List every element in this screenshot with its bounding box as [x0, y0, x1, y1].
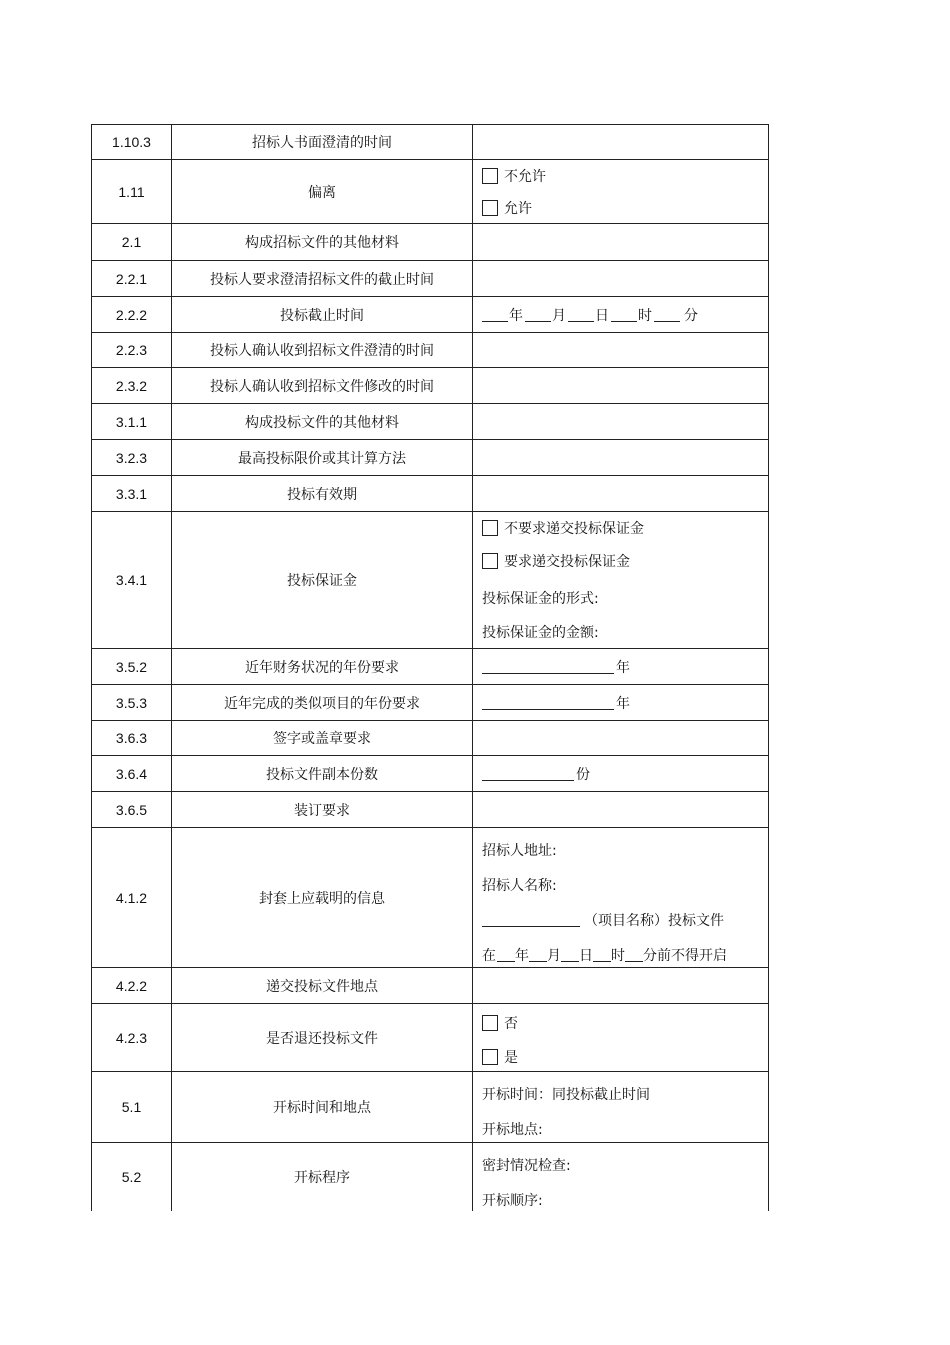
clause-number: 3.6.4	[92, 756, 172, 791]
clause-number: 3.5.3	[92, 685, 172, 720]
option-label: 允许	[504, 201, 532, 217]
clause-content	[473, 125, 768, 159]
clause-content	[473, 721, 768, 755]
table-row	[91, 755, 769, 791]
clause-content	[473, 333, 768, 367]
clause-content	[473, 476, 768, 511]
clause-content	[473, 1143, 768, 1211]
table-row	[91, 124, 769, 159]
clause-number: 1.11	[92, 160, 172, 223]
day-label: 日	[595, 307, 609, 324]
project-label: （项目名称）投标文件	[584, 913, 724, 929]
table-row	[91, 827, 769, 967]
clause-content	[473, 1004, 768, 1071]
table-row	[91, 1003, 769, 1071]
clause-item: 构成招标文件的其他材料	[172, 224, 473, 260]
clause-item: 招标人书面澄清的时间	[172, 125, 473, 159]
year-label: 年	[515, 948, 529, 964]
clause-number: 3.6.5	[92, 792, 172, 827]
clause-number: 3.3.1	[92, 476, 172, 511]
clause-item: 是否退还投标文件	[172, 1004, 473, 1071]
month-label: 月	[547, 948, 561, 964]
table-row	[91, 648, 769, 684]
option-no-deposit[interactable]	[482, 517, 644, 539]
clause-item: 投标人要求澄清招标文件的截止时间	[172, 261, 473, 296]
clause-item: 封套上应载明的信息	[172, 828, 473, 967]
clause-content	[473, 224, 768, 260]
checkbox-icon[interactable]	[482, 553, 498, 569]
checkbox-icon[interactable]	[482, 1015, 498, 1031]
clause-number: 4.1.2	[92, 828, 172, 967]
table-row	[91, 511, 769, 648]
clause-content	[473, 368, 768, 403]
table-row	[91, 332, 769, 367]
blank-hour[interactable]	[593, 948, 611, 962]
clause-item: 投标截止时间	[172, 297, 473, 332]
clause-content	[473, 685, 768, 720]
day-label: 日	[579, 948, 593, 964]
clause-item: 装订要求	[172, 792, 473, 827]
blank-project-name[interactable]	[482, 913, 580, 927]
blank-year[interactable]	[482, 308, 508, 322]
checkbox-icon[interactable]	[482, 520, 498, 536]
clause-number: 2.2.1	[92, 261, 172, 296]
table-row	[91, 475, 769, 511]
table-row	[91, 967, 769, 1003]
clause-content	[473, 792, 768, 827]
clause-number: 1.10.3	[92, 125, 172, 159]
table-row	[91, 367, 769, 403]
option-label: 要求递交投标保证金	[504, 554, 630, 570]
clause-item: 开标时间和地点	[172, 1072, 473, 1142]
blank-day[interactable]	[568, 308, 594, 322]
opening-order-label: 开标顺序:	[482, 1193, 543, 1209]
unit-label: 份	[576, 766, 590, 783]
clause-item: 投标人确认收到招标文件澄清的时间	[172, 333, 473, 367]
clause-content	[473, 160, 768, 223]
blank-minute[interactable]	[654, 308, 680, 322]
checkbox-icon[interactable]	[482, 1049, 498, 1065]
open-not-before-line	[482, 945, 727, 965]
blank-minute[interactable]	[625, 948, 643, 962]
clause-number: 2.2.3	[92, 333, 172, 367]
clause-item: 最高投标限价或其计算方法	[172, 440, 473, 475]
option-yes[interactable]	[482, 1046, 518, 1068]
table-row	[91, 403, 769, 439]
clause-item: 投标有效期	[172, 476, 473, 511]
clause-number: 4.2.2	[92, 968, 172, 1003]
checkbox-icon[interactable]	[482, 168, 498, 184]
clause-item: 近年完成的类似项目的年份要求	[172, 685, 473, 720]
clause-content	[473, 404, 768, 439]
clause-content	[473, 828, 768, 967]
option-label: 不要求递交投标保证金	[504, 521, 644, 537]
clause-content	[473, 261, 768, 296]
blank-hour[interactable]	[611, 308, 637, 322]
blank-copies[interactable]	[482, 767, 574, 781]
table-row	[91, 159, 769, 223]
deadline-fill-in	[473, 297, 768, 332]
opening-place-label: 开标地点:	[482, 1122, 543, 1138]
table-row	[91, 1142, 769, 1211]
clause-content	[473, 1072, 768, 1142]
unit-label: 年	[616, 695, 630, 712]
year-label: 年	[509, 307, 523, 324]
clause-number: 4.2.3	[92, 1004, 172, 1071]
table-row	[91, 684, 769, 720]
option-label: 否	[504, 1016, 518, 1032]
clause-number: 5.1	[92, 1072, 172, 1142]
clause-number: 2.1	[92, 224, 172, 260]
clause-item: 投标人确认收到招标文件修改的时间	[172, 368, 473, 403]
clause-number: 3.1.1	[92, 404, 172, 439]
clause-item: 近年财务状况的年份要求	[172, 649, 473, 684]
clause-item: 递交投标文件地点	[172, 968, 473, 1003]
table-row	[91, 720, 769, 755]
clause-number: 3.2.3	[92, 440, 172, 475]
blank-years[interactable]	[482, 660, 614, 674]
clause-number: 3.4.1	[92, 512, 172, 648]
bid-data-table	[91, 124, 769, 1211]
option-label: 是	[504, 1050, 518, 1066]
unit-label: 年	[616, 659, 630, 676]
tenderer-address-label: 招标人地址:	[482, 843, 557, 859]
option-not-allowed[interactable]	[482, 165, 546, 187]
table-row	[91, 439, 769, 475]
clause-item: 构成投标文件的其他材料	[172, 404, 473, 439]
clause-number: 3.6.3	[92, 721, 172, 755]
option-label: 不允许	[504, 169, 546, 185]
clause-content	[473, 649, 768, 684]
prefix-label: 在	[482, 948, 496, 964]
tenderer-name-label: 招标人名称:	[482, 878, 557, 894]
hour-label: 时	[611, 948, 625, 964]
clause-item: 签字或盖章要求	[172, 721, 473, 755]
checkbox-icon[interactable]	[482, 200, 498, 216]
deposit-form-label: 投标保证金的形式:	[482, 591, 599, 607]
opening-time-label: 开标时间：同投标截止时间	[482, 1087, 650, 1103]
deposit-amount-label: 投标保证金的金额:	[482, 625, 599, 641]
project-name-line	[482, 910, 724, 930]
table-row	[91, 296, 769, 332]
clause-content	[473, 512, 768, 648]
table-row	[91, 260, 769, 296]
suffix-label: 分前不得开启	[643, 948, 727, 964]
clause-number: 5.2	[92, 1143, 172, 1211]
clause-number: 3.5.2	[92, 649, 172, 684]
table-row	[91, 223, 769, 260]
blank-year[interactable]	[497, 948, 515, 962]
clause-content	[473, 440, 768, 475]
hour-label: 时	[638, 307, 652, 324]
clause-content	[473, 968, 768, 1003]
blank-month[interactable]	[525, 308, 551, 322]
clause-number: 2.2.2	[92, 297, 172, 332]
option-require-deposit[interactable]	[482, 550, 630, 572]
option-allowed[interactable]	[482, 197, 532, 219]
blank-month[interactable]	[529, 948, 547, 962]
clause-item: 偏离	[172, 160, 473, 223]
clause-item: 投标保证金	[172, 512, 473, 648]
option-no[interactable]	[482, 1012, 518, 1034]
seal-check-label: 密封情况检查:	[482, 1158, 571, 1174]
blank-day[interactable]	[561, 948, 579, 962]
clause-item: 开标程序	[172, 1143, 473, 1211]
minute-label: 分	[684, 307, 698, 324]
table-row	[91, 1071, 769, 1142]
clause-item: 投标文件副本份数	[172, 756, 473, 791]
table-row	[91, 791, 769, 827]
month-label: 月	[552, 307, 566, 324]
clause-content	[473, 756, 768, 791]
blank-years[interactable]	[482, 696, 614, 710]
clause-number: 2.3.2	[92, 368, 172, 403]
